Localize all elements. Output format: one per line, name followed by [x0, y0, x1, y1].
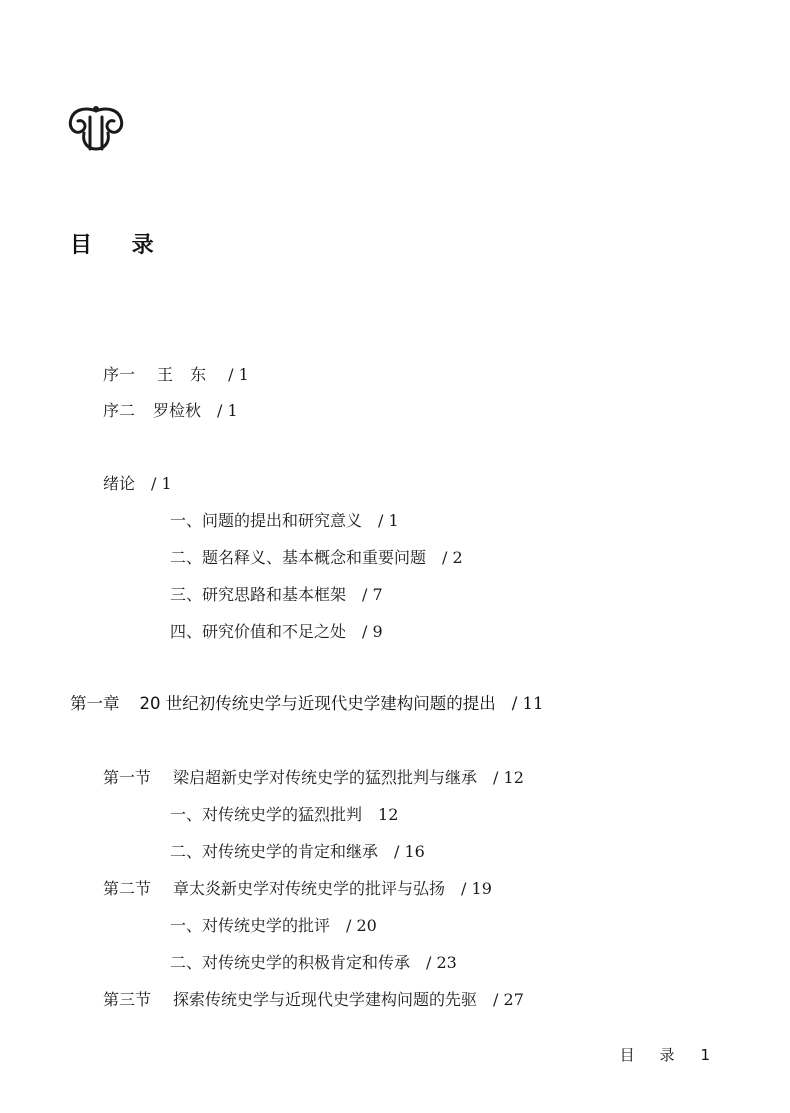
chapter-title: 20 世纪初传统史学与近现代史学建构问题的提出	[139, 694, 496, 713]
publisher-logo-icon	[66, 103, 126, 153]
footer-label: 目 录	[619, 1046, 685, 1064]
toc-entry-intro-item[interactable]	[170, 622, 383, 642]
toc-entry-intro-item[interactable]	[170, 548, 463, 568]
entry-text: 一、对传统史学的批评	[170, 916, 331, 935]
page-number: / 11	[511, 694, 544, 713]
toc-entry-section-2[interactable]	[103, 879, 492, 899]
page-number: / 19	[461, 879, 492, 898]
toc-entry-section-3[interactable]	[103, 990, 524, 1010]
section-title: 探索传统史学与近现代史学建构问题的先驱	[173, 990, 478, 1009]
entry-text: 二、对传统史学的肯定和继承	[170, 842, 379, 861]
page-title: 目 录	[70, 233, 170, 258]
chapter-label: 第一章	[70, 694, 120, 713]
toc-entry-section-item[interactable]	[170, 916, 377, 936]
page-number: 12	[378, 805, 399, 824]
entry-text: 二、对传统史学的积极肯定和传承	[170, 953, 411, 972]
entry-author: 罗检秋	[153, 401, 202, 420]
entry-label: 序一	[103, 365, 136, 384]
section-label: 第一节	[103, 768, 152, 787]
entry-label: 序二	[103, 401, 136, 420]
page-number: / 27	[493, 990, 524, 1009]
section-title: 梁启超新史学对传统史学的猛烈批判与继承	[173, 768, 478, 787]
toc-entry-intro-item[interactable]	[170, 585, 383, 605]
page-number: / 1	[228, 365, 249, 384]
section-label: 第三节	[103, 990, 152, 1009]
page-number: / 16	[394, 842, 425, 861]
page-number: / 1	[217, 401, 238, 420]
page-number: / 23	[426, 953, 457, 972]
page-number: / 2	[442, 548, 463, 567]
footer-page-number: 1	[700, 1046, 710, 1064]
section-label: 第二节	[103, 879, 152, 898]
page-number: / 7	[362, 585, 383, 604]
page-number: / 20	[346, 916, 377, 935]
entry-text: 二、题名释义、基本概念和重要问题	[170, 548, 427, 567]
toc-entry-section-item[interactable]	[170, 805, 398, 825]
page-number: / 9	[362, 622, 383, 641]
toc-entry-intro[interactable]	[103, 474, 172, 494]
entry-text: 一、问题的提出和研究意义	[170, 511, 363, 530]
entry-text: 四、研究价值和不足之处	[170, 622, 347, 641]
toc-entry-preface-1[interactable]	[103, 365, 249, 385]
section-title: 章太炎新史学对传统史学的批评与弘扬	[173, 879, 446, 898]
toc-entry-section-item[interactable]	[170, 953, 457, 973]
page-footer	[620, 1044, 710, 1065]
toc-entry-section-item[interactable]	[170, 842, 425, 862]
entry-text: 一、对传统史学的猛烈批判	[170, 805, 363, 824]
entry-label: 绪论	[103, 474, 136, 493]
entry-text: 三、研究思路和基本框架	[170, 585, 347, 604]
toc-entry-chapter-1[interactable]	[70, 694, 544, 714]
page-number: / 12	[493, 768, 524, 787]
page-number: / 1	[378, 511, 399, 530]
toc-entry-preface-2[interactable]	[103, 401, 238, 421]
page-number: / 1	[151, 474, 172, 493]
toc-entry-section-1[interactable]	[103, 768, 524, 788]
toc-entry-intro-item[interactable]	[170, 511, 399, 531]
entry-author: 王 东	[157, 365, 213, 384]
